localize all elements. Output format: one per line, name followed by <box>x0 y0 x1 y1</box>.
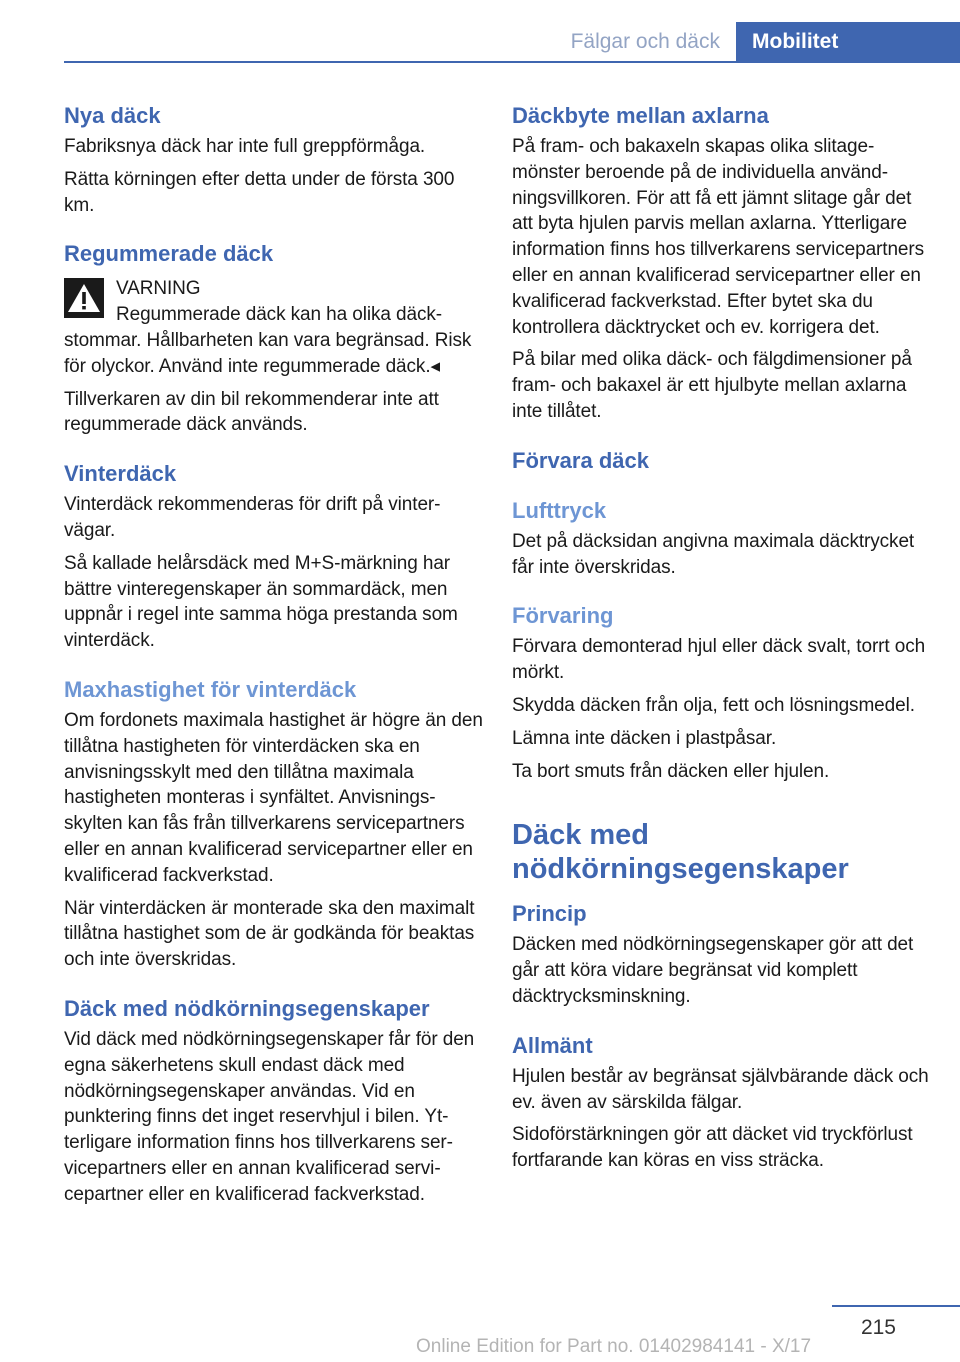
heading-dackbyte: Däckbyte mellan axlarna <box>512 103 769 128</box>
paragraph: Lämna inte däcken i plastpåsar. <box>512 727 777 749</box>
paragraph: Förvara demonterad hjul eller däck svalt, torrt och mörkt. <box>512 636 926 684</box>
paragraph: Vinterdäck rekommenderas för drift på vintervägar. <box>64 494 441 541</box>
header-section-title: Fälgar och däck <box>570 30 720 53</box>
paragraph: På fram- och bakaxeln skapas olika slitagemönster beroende på de individuella användningsvillkoren. För att få ett jämnt slitage går det att byta hjulen parvis mellan axlarna. Ytterligare information finns hos tillverkarens servicepartners eller en annan kvalificerad servicepartner eller en kvalificerad fackverkstad. Efter bytet ska du kontrollera däcktrycket och ev. korrigera det. <box>512 136 925 338</box>
warning-block <box>64 276 484 328</box>
heading-forvaring: Förvaring <box>512 603 614 629</box>
paragraph: Hjulen består av begränsat självbärande däck och ev. även av särskilda fälgar. <box>512 1065 929 1113</box>
warning-triangle-icon <box>64 278 104 318</box>
heading-princip: Princip <box>512 901 587 927</box>
paragraph: Fabriksnya däck har inte full greppförmåga. <box>64 136 426 157</box>
paragraph: På bilar med olika däck- och fälgdimensioner på fram- och bakaxel är ett hjulbyte mellan axlarna inte tillåtet. <box>512 349 912 422</box>
paragraph: Så kallade helårsdäck med M+S-märkning har bättre vinteregenskaper än sommardäck, men uppnår i regel inte samma höga prestanda som vinterdäck. <box>64 552 458 652</box>
heading-forvara-dack: Förvara däck <box>512 447 649 473</box>
heading-lufttryck: Lufttryck <box>512 497 607 523</box>
paragraph: Ta bort smuts från däcken eller hjulen. <box>512 760 830 782</box>
heading-allmant: Allmänt <box>512 1032 593 1058</box>
heading-nodkorning: Däck med nödkörningsegenskaper <box>64 995 430 1021</box>
footer-rule <box>832 1305 960 1307</box>
heading-maxhastighet: Maxhastighet för vinterdäck <box>64 676 357 702</box>
page-number: 215 <box>860 1316 896 1339</box>
warning-text: stommar. Hållbarheten kan vara begränsad. Risk för olyckor. Använd inte regummerade däck.◂ <box>64 329 472 377</box>
paragraph: Tillverkaren av din bil rekommenderar inte att regummerade däck används. <box>64 388 439 436</box>
right-column <box>512 102 932 1181</box>
heading-dack-med-nodkorning: Däck med nödkörningsegenskaper <box>512 819 849 886</box>
paragraph: Rätta körningen efter detta under de första 300 km. <box>64 168 455 216</box>
paragraph: Sidoförstärkningen gör att däcket vid tryckförlust fortfarande kan köras en viss sträcka. <box>512 1124 913 1172</box>
heading-vinterdack: Vinterdäck <box>64 461 177 487</box>
paragraph: Däcken med nödkörningsegenskaper gör att det går att köra vidare begränsat vid komplett däcktrycksminskning. <box>512 934 914 1007</box>
heading-regummerade-dack: Regummerade däck <box>64 241 274 267</box>
paragraph: När vinterdäcken är monterade ska den maximalt tillåtna hastighet som de är godkända för beaktas och inte överskridas. <box>64 897 475 971</box>
paragraph: Vid däck med nödkörningsegenskaper får för den egna säkerhetens skull endast däck med nödkörningsegenskaper användas. Vid en punktering finns det inget reservhjul i bilen. Ytterligare information finns hos tillverkarens servicepartners eller en annan kvalificerad servicepartner eller en kvalificerad fackverkstad. <box>64 1028 475 1205</box>
warning-label: VARNING <box>116 278 201 300</box>
warning-text-first-line: Regummerade däck kan ha olika däck- <box>116 304 443 326</box>
heading-nya-dack: Nya däck <box>64 103 161 128</box>
paragraph: Om fordonets maximala hastighet är högre än den tillåtna hastigheten för vinterdäcken ska en anvisningsskylt med den tillåtna maximala hastigheten monteras i synfältet. Anvisningsskylten kan fås från tillverkarens servicepartners eller en annan kvalificerad servicepartner eller en kvalificerad fackverkstad. <box>64 709 483 886</box>
paragraph: Det på däcksidan angivna maximala däcktrycket får inte överskridas. <box>512 530 915 578</box>
left-column <box>64 102 484 1215</box>
footer-edition: Online Edition for Part no. 01402984141 - X/17 <box>416 1336 812 1357</box>
paragraph: Skydda däcken från olja, fett och lösningsmedel. <box>512 694 915 716</box>
header-chapter-tab: Mobilitet <box>736 22 960 63</box>
